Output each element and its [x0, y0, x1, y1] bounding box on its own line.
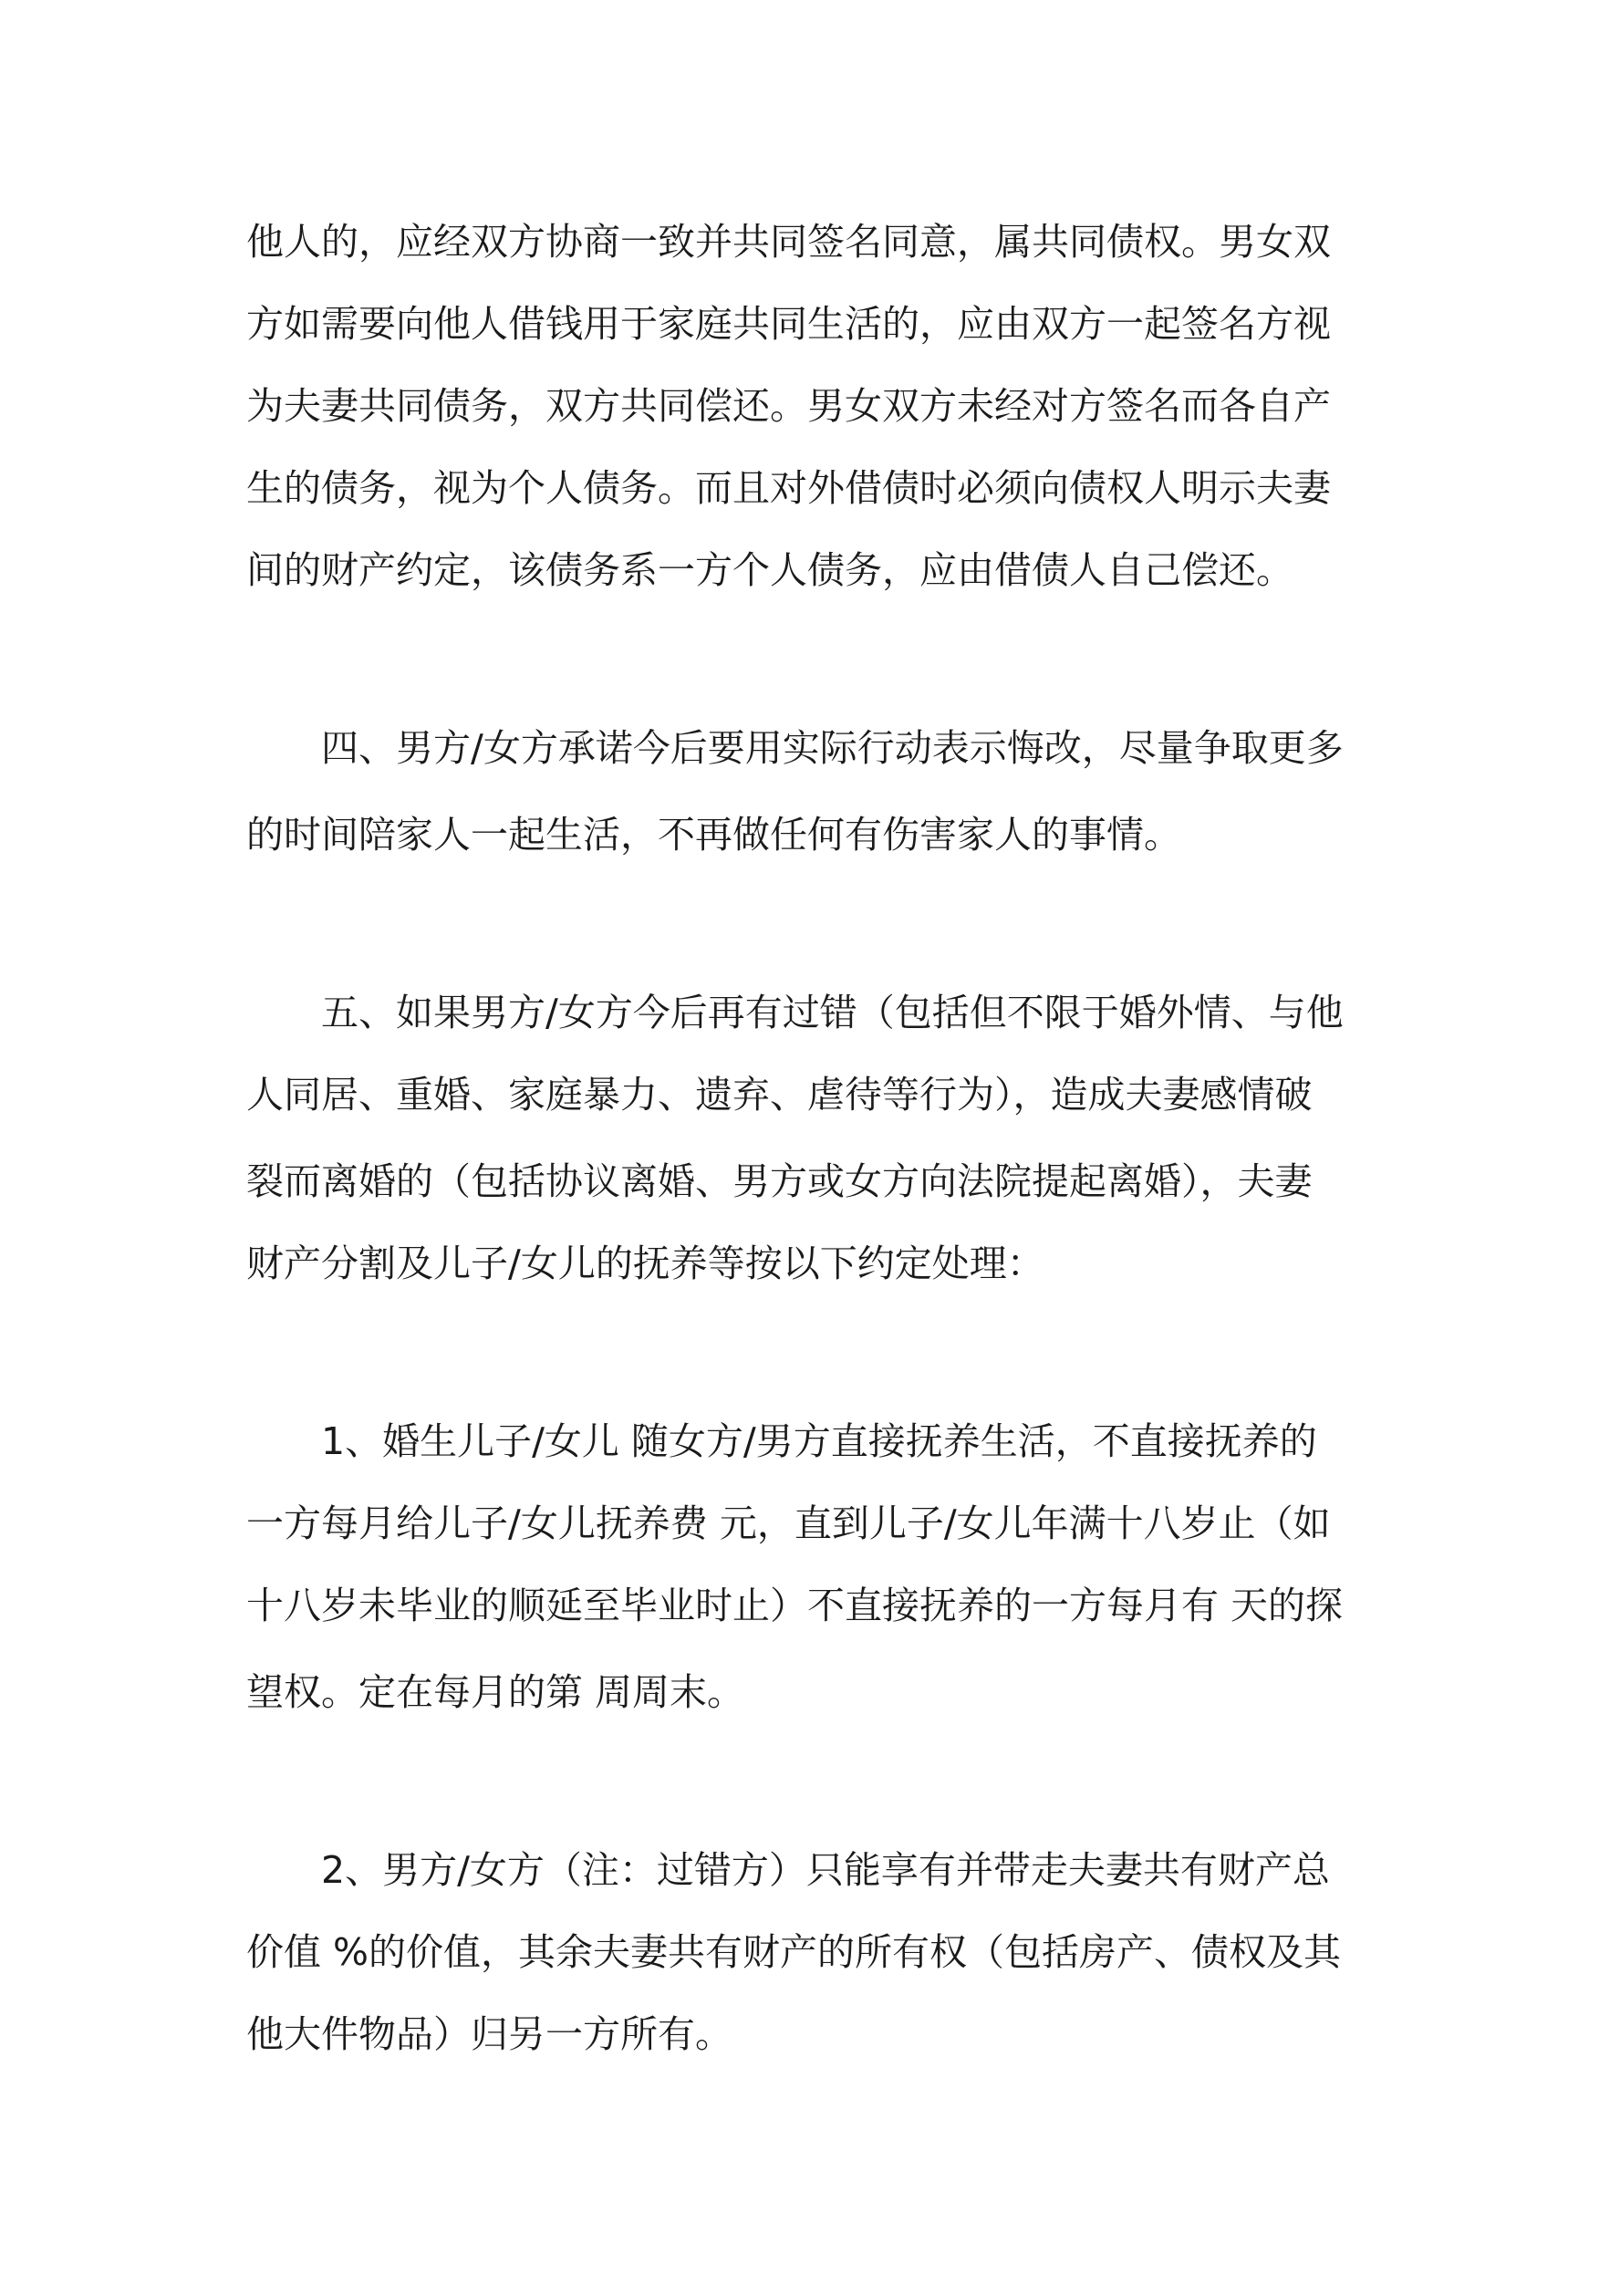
text-line: 1、婚生儿子/女儿 随女方/男方直接抚养生活，不直接抚养的	[246, 1419, 1317, 1463]
text-line: 裂而离婚的（包括协议离婚、男方或女方向法院提起离婚），夫妻	[246, 1159, 1313, 1203]
text-line: 五、如果男方/女方今后再有过错（包括但不限于婚外情、与他	[246, 991, 1344, 1034]
text-line: 财产分割及儿子/女儿的抚养等按以下约定处理：	[246, 1242, 1044, 1285]
text-line: 的时间陪家人一起生活，不再做任何有伤害家人的事情。	[246, 813, 1181, 857]
text-line: 十八岁未毕业的顺延至毕业时止）不直接抚养的一方每月有 天的探	[246, 1584, 1344, 1627]
text-line: 人同居、重婚、家庭暴力、遗弃、虐待等行为），造成夫妻感情破	[246, 1073, 1313, 1117]
text-line: 他人的，应经双方协商一致并共同签名同意，属共同债权。男女双	[246, 220, 1331, 264]
text-line: 间的财产约定，该债务系一方个人债务，应由借债人自己偿还。	[246, 548, 1293, 592]
text-line: 2、男方/女方（注：过错方）只能享有并带走夫妻共有财产总	[246, 1848, 1330, 1892]
text-line: 价值 %的价值，其余夫妻共有财产的所有权（包括房产、债权及其	[246, 1930, 1341, 1974]
text-line: 四、男方/女方承诺今后要用实际行动表示悔改，尽量争取更多	[246, 726, 1344, 770]
text-line: 他大件物品）归另一方所有。	[246, 2012, 732, 2056]
text-line: 生的债务，视为个人债务。而且对外借债时必须向债权人明示夫妻	[246, 466, 1331, 510]
text-line: 望权。定在每月的第 周周末。	[246, 1670, 745, 1714]
text-line: 为夫妻共同债务，双方共同偿还。男女双方未经对方签名而各自产	[246, 384, 1331, 428]
text-line: 方如需要向他人借钱用于家庭共同生活的，应由双方一起签名方视	[246, 302, 1331, 346]
text-line: 一方每月给儿子/女儿抚养费 元，直到儿子/女儿年满十八岁止（如	[246, 1501, 1331, 1545]
